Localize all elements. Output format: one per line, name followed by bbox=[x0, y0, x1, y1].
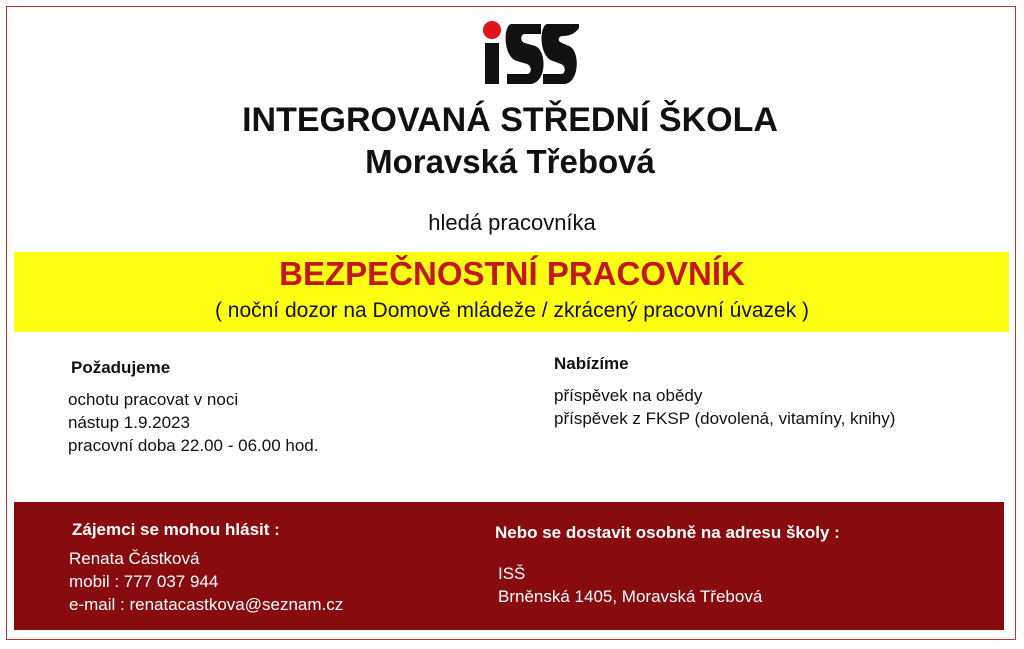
contact-mobile: mobil : 777 037 944 bbox=[69, 572, 219, 591]
school-name-line2: Moravská Třebová bbox=[365, 143, 655, 180]
offer-item: příspěvek z FKSP (dovolená, vitamíny, knihy) bbox=[554, 409, 896, 428]
offers-list bbox=[554, 384, 895, 430]
contact-heading: Zájemci se mohou hlásit : bbox=[72, 520, 280, 539]
address-org: ISŠ bbox=[498, 564, 526, 583]
requirements-list bbox=[68, 388, 318, 457]
logo-letter-i bbox=[485, 43, 499, 84]
logo-letter-s1 bbox=[506, 24, 544, 84]
requirements-heading: Požadujeme bbox=[71, 358, 171, 377]
contact-name: Renata Částková bbox=[69, 549, 200, 568]
requirement-item: ochotu pracovat v noci bbox=[68, 390, 239, 409]
contact-footer bbox=[14, 502, 1004, 630]
address-heading: Nebo se dostavit osobně na adresu školy : bbox=[495, 523, 840, 542]
address-details bbox=[498, 562, 762, 608]
iss-logo bbox=[481, 20, 581, 88]
intro-text: hledá pracovníka bbox=[428, 210, 596, 235]
logo-letter-s2 bbox=[542, 24, 579, 84]
contact-details bbox=[69, 547, 343, 616]
address-street: Brněnská 1405, Moravská Třebová bbox=[498, 587, 763, 606]
position-subtitle: ( noční dozor na Domově mládeže / zkrácený pracovní úvazek ) bbox=[214, 299, 810, 322]
requirement-item: pracovní doba 22.00 - 06.00 hod. bbox=[68, 436, 319, 455]
position-title: BEZPEČNOSTNÍ PRACOVNÍK bbox=[279, 255, 745, 292]
offer-item: příspěvek na obědy bbox=[554, 386, 703, 405]
requirement-item: nástup 1.9.2023 bbox=[68, 413, 190, 432]
offers-heading: Nabízíme bbox=[554, 354, 629, 373]
logo-red-dot bbox=[483, 21, 501, 39]
contact-email: e-mail : renatacastkova@seznam.cz bbox=[69, 595, 344, 614]
school-name-line1: INTEGROVANÁ STŘEDNÍ ŠKOLA bbox=[242, 101, 778, 139]
